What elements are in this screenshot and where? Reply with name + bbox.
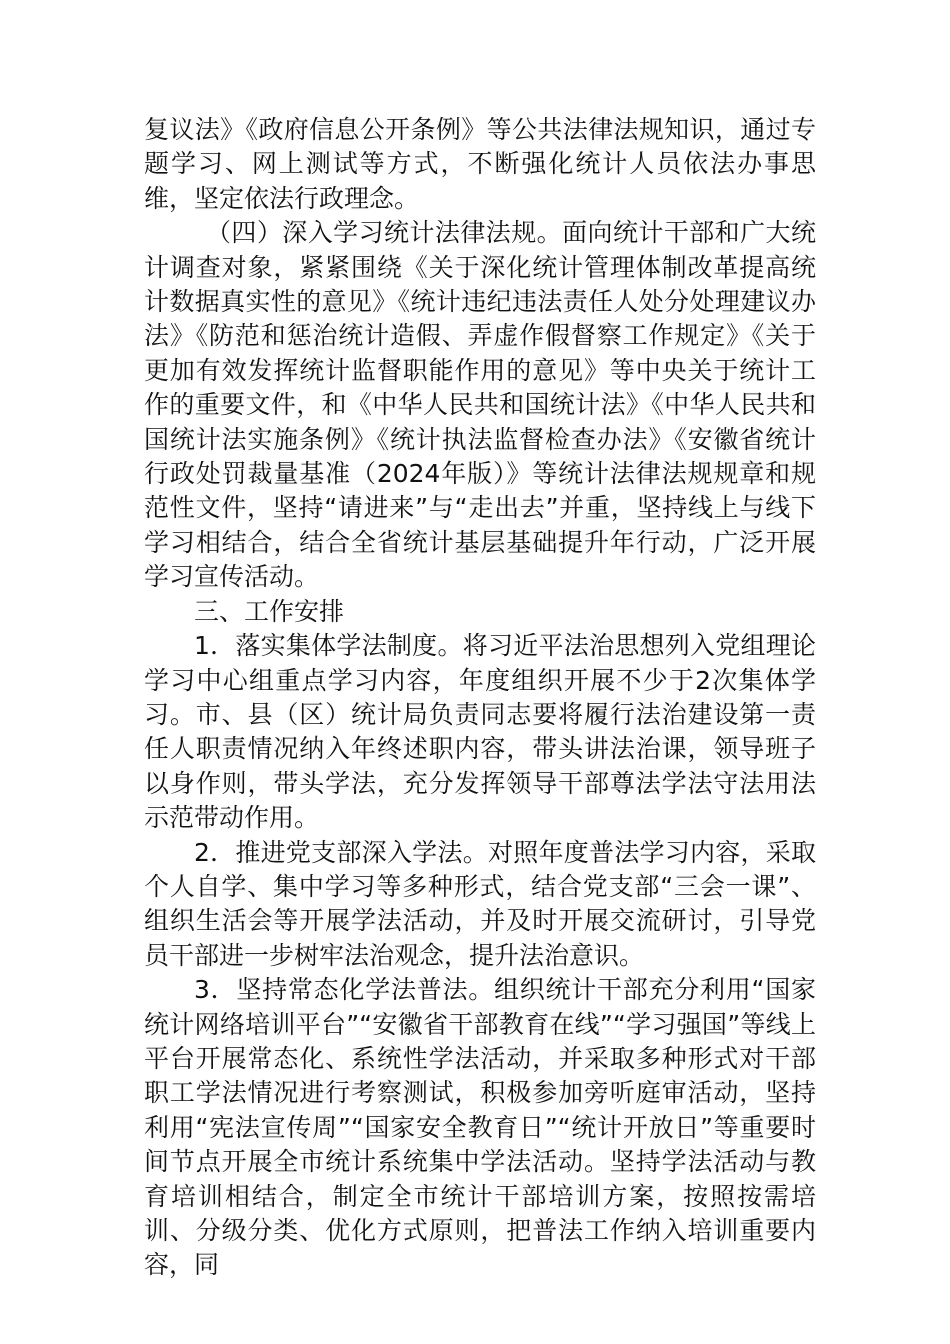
paragraph-section-four: （四）深入学习统计法律法规。面向统计干部和广大统计调查对象，紧紧围绕《关于深化统计管理体制改革提高统计数据真实性的意见》《统计违纪违法责任人处分处理建议办法》《防范和惩治统计造假、弄虚作假督察工作规定》《关于更加有效发挥统计监督职能作用的意见》等中央关于统计工作的重要文件，和《中华人民共和国统计法》《中华人民共和国统计法实施条例》《统计执法监督检查办法》《安徽省统计行政处罚裁量基准（2024年版）》等统计法律法规规章和规范性文件，坚持“请进来”与“走出去”并重，坚持线上与线下学习相结合，结合全省统计基层基础提升年行动，广泛开展学习宣传活动。 (144, 218, 816, 592)
document-body (144, 113, 816, 1283)
paragraph-item-2: 2．推进党支部深入学法。对照年度普法学习内容，采取个人自学、集中学习等多种形式，结合党支部“三会一课”、组织生活会等开展学法活动，并及时开展交流研讨，引导党员干部进一步树牢法治观念，提升法治意识。 (144, 837, 816, 970)
paragraph-continuation: 复议法》《政府信息公开条例》等公共法律法规知识，通过专题学习、网上测试等方式，不断强化统计人员依法办事思维，坚定依法行政理念。 (144, 115, 816, 213)
section-heading-work-arrangement: 三、工作安排 (194, 596, 345, 626)
paragraph-item-3: 3．坚持常态化学法普法。组织统计干部充分利用“国家统计网络培训平台”“安徽省干部教育在线”“学习强国”等线上平台开展常态化、系统性学法活动，并采取多种形式对干部职工学法情况进行考察测试，积极参加旁听庭审活动，坚持利用“宪法宣传周”“国家安全教育日”“统计开放日”等重要时间节点开展全市统计系统集中学法活动。坚持学法活动与教育培训相结合，制定全市统计干部培训方案，按照按需培训、分级分类、优化方式原则，把普法工作纳入培训重要内容，同 (144, 975, 816, 1280)
paragraph-item-1: 1．落实集体学法制度。将习近平法治思想列入党组理论学习中心组重点学习内容，年度组织开展不少于2次集体学习。市、县（区）统计局负责同志要将履行法治建设第一责任人职责情况纳入年终述职内容，带头讲法治课，领导班子以身作则，带头学法，充分发挥领导干部尊法学法守法用法示范带动作用。 (144, 631, 816, 833)
